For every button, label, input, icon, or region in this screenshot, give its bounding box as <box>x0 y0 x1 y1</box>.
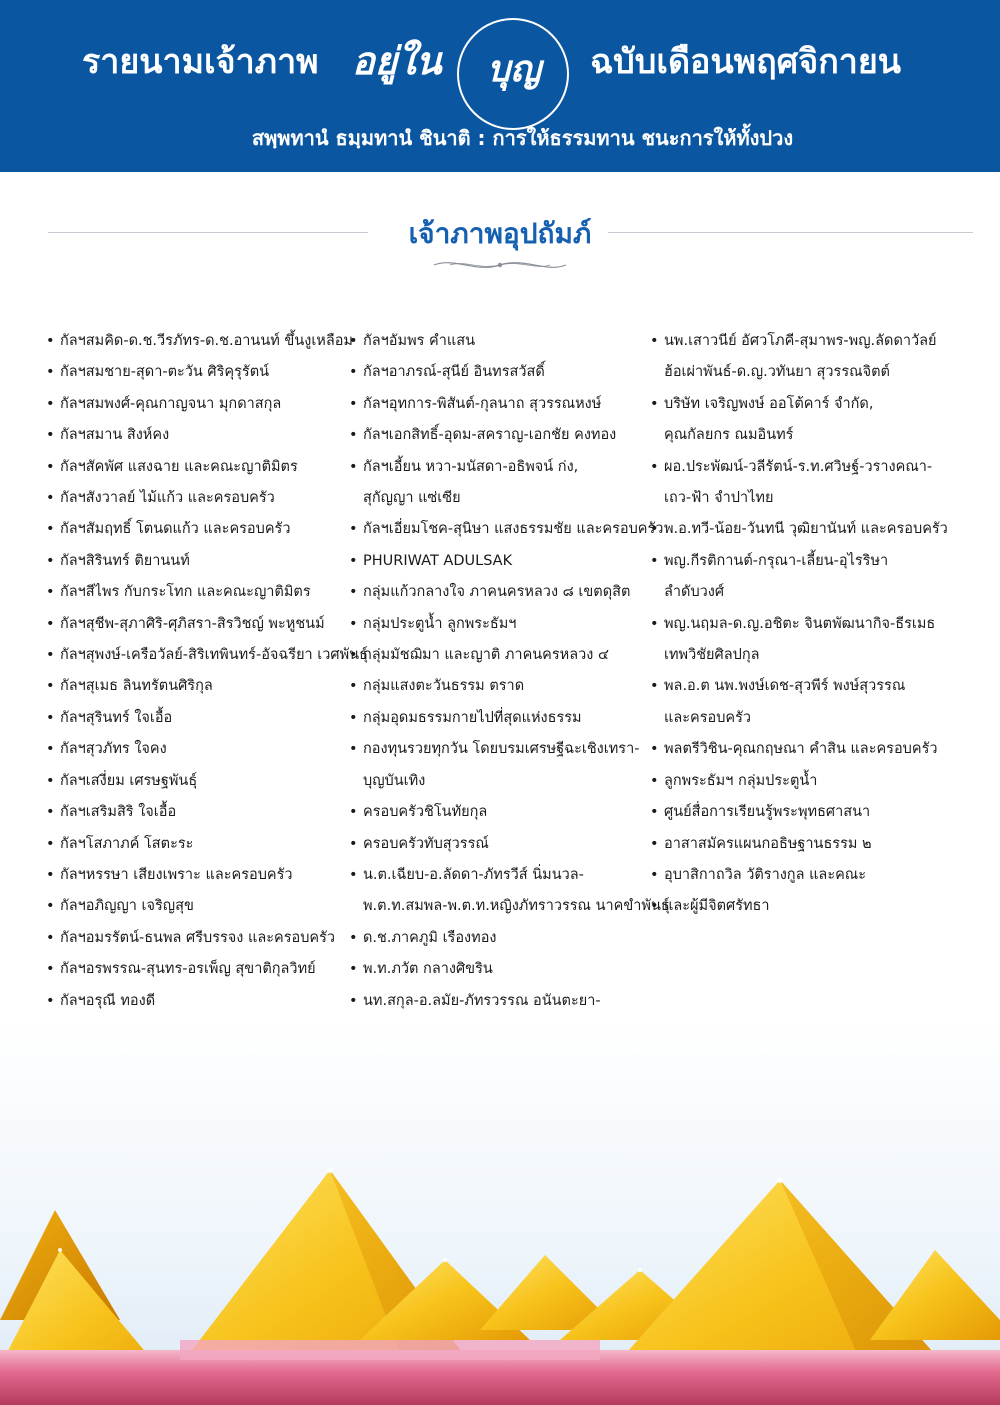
sponsor-entry <box>347 514 664 545</box>
sponsor-entry-line: • น.ต.เฉียบ-อ.ลัดดา-ภัทรวีส์ นิ่มนวล- <box>363 866 584 883</box>
sponsor-entry-line: เทพวิชัยศิลปกุล <box>664 647 760 664</box>
sponsor-entry <box>347 797 647 828</box>
sponsor-entry-line: ฮ้อเผ่าพันธ์-ด.ญ.วทันยา สุวรรณจิตต์ <box>664 364 890 381</box>
sponsor-entry <box>347 357 647 388</box>
sponsor-entry-line: • ครอบครัวชิโนทัยกุล <box>363 804 488 821</box>
sponsor-entry-line: • กัลฯอุทการ-พิสันต์-กุลนาถ สุวรรณหงษ์ <box>363 395 602 412</box>
sponsor-entry <box>44 546 344 577</box>
sponsor-entry-line: • ด.ช.ภาคภูมิ เรืองทอง <box>363 929 497 946</box>
sponsor-entry-line: • กัลฯเสงี่ยม เศรษฐพันธุ์ <box>60 772 198 789</box>
sponsor-entry <box>44 389 344 420</box>
sponsor-entry <box>347 577 647 608</box>
sponsor-entry-line: • พญ.นฤมล-ด.ญ.อชิตะ จินตพัฒนากิจ-ธีรเมธ <box>664 615 936 632</box>
sponsor-entry-line: • กัลฯเอี้ยน หวา-มนัสดา-อธิพจน์ ก่ง, <box>363 458 579 475</box>
sponsor-entry-line: • กัลฯอัมพร คำแสน <box>363 333 475 349</box>
sponsor-entry <box>44 671 344 702</box>
sponsor-entry-line: • บริษัท เจริญพงษ์ ออโต้คาร์ จำกัด, <box>664 395 874 412</box>
sponsor-entry-line: • นพ.เสาวนีย์ อัศวโภคี-สุมาพร-พญ.ลัดดาวัลย์ <box>664 333 937 349</box>
header-title-right: ฉบับเดือนพฤศจิกายน <box>590 42 902 82</box>
sponsor-entry <box>44 357 344 388</box>
header-title-left: รายนามเจ้าภาพ <box>82 42 319 82</box>
sponsor-entry <box>44 326 353 357</box>
sponsor-entry <box>648 829 958 860</box>
sponsor-entry-line: • กัลฯสมพงศ์-คุณกาญจนา มุกดาสกุล <box>60 395 282 412</box>
sponsor-entry-line: • กัลฯสัคพัศ แสงฉาย และคณะญาติมิตร <box>60 458 298 475</box>
sponsor-entry-line: • กัลฯสมคิด-ด.ช.วีรภัทร-ด.ช.อานนท์ ขึ้นงูเหลือม <box>60 333 353 349</box>
sponsor-entry-line: สุกัญญา แซ่เซีย <box>363 490 461 507</box>
sponsor-entry-line: • กัลฯอรุณี ทองดี <box>60 992 156 1009</box>
section-title: เจ้าภาพอุปถัมภ์ <box>408 217 592 250</box>
sponsor-entry-line: • พลตรีวิชิน-คุณกฤษณา คำสิน และครอบครัว <box>664 741 938 758</box>
sponsor-entry-line: • นท.สกุล-อ.ลมัย-ภัทรวรรณ อนันตะยา- <box>363 992 601 1009</box>
sponsor-entry-line: • กัลฯเอี่ยมโชค-สุนิษา แสงธรรมชัย และครอบครัว <box>363 521 664 538</box>
sponsor-entry-line: • กัลฯอรพรรณ-สุนทร-อรเพ็ญ สุขาติกุลวิทย์ <box>60 961 316 978</box>
sponsor-entry <box>44 829 344 860</box>
sponsor-entry-line: • กลุ่มแสงตะวันธรรม ตราด <box>363 678 525 695</box>
sponsor-entry-line: • กัลฯสัมฤทธิ์ โตนดแก้ว และครอบครัว <box>60 521 291 538</box>
sponsor-entry <box>44 923 344 954</box>
sponsor-entry-line: • พ.ท.ภวัต กลางศิขริน <box>363 961 493 978</box>
sponsor-entry-line: • กัลฯสมชาย-สุดา-ตะวัน ศิริคุรุรัตน์ <box>60 364 270 381</box>
sponsor-entry <box>347 860 670 923</box>
sponsor-entry <box>648 891 958 922</box>
sponsor-entry <box>648 546 958 609</box>
sponsor-entry <box>648 609 958 672</box>
sponsor-entry-line: • กลุ่มมัชฌิมา และญาติ ภาคนครหลวง ๔ <box>363 647 609 664</box>
sponsor-entry <box>347 829 647 860</box>
sponsor-entry <box>44 797 344 828</box>
sponsor-entry-line: • กัลฯเอกสิทธิ์-อุดม-สคราญ-เอกชัย คงทอง <box>363 427 617 444</box>
sponsor-entry-line: • กัลฯสุรินทร์ ใจเอื้อ <box>60 709 173 726</box>
sponsor-entry-line: • พล.อ.ต นพ.พงษ์เดช-สุวพีร์ พงษ์สุวรรณ <box>664 678 906 695</box>
sponsor-entry <box>44 954 344 985</box>
sponsor-entry <box>44 609 344 640</box>
sponsor-entry <box>347 671 647 702</box>
sponsor-entry <box>648 326 958 389</box>
magazine-logo-left: อยู่ใน <box>352 38 442 83</box>
sponsor-entry-line: พ.ต.ท.สมพล-พ.ต.ท.หญิงภัทราวรรณ นาคขำพันธุ์ <box>363 898 670 915</box>
sponsor-entry-line: คุณกัลยกร ณมอินทร์ <box>664 427 794 444</box>
header-subtitle: สพฺพทานํ ธมฺมทานํ ชินาติ : การให้ธรรมทาน ชนะการให้ทั้งปวง <box>251 126 794 150</box>
sponsor-entry-line: • พญ.กีรติกานต์-กรุณา-เลี้ยน-อุไรริษา <box>664 552 889 569</box>
sponsor-entry-line: • ครอบครัวทับสุวรรณ์ <box>363 835 489 852</box>
sponsor-entry-line: • กัลฯอภิญญา เจริญสุข <box>60 898 194 915</box>
sponsor-column-1 <box>44 326 368 1048</box>
sponsor-entry-line: • กัลฯสิรินทร์ ติยานนท์ <box>60 552 190 569</box>
sponsor-entry-line: • และผู้มีจิตศรัทธา <box>664 898 770 915</box>
sponsor-entry <box>347 326 647 357</box>
sponsor-entry <box>44 891 344 922</box>
sponsor-entry-line: • พ.อ.ทวี-น้อย-วันทนี วุฒิยานันท์ และครอบครัว <box>664 521 948 538</box>
sponsor-entry <box>648 734 958 765</box>
sponsor-entry <box>44 420 344 451</box>
sponsor-entry <box>648 452 958 515</box>
sponsor-entry-line: • กัลฯสุชีพ-สุภาศิริ-ศุภิสรา-สิรวิชญ์ พะหูชนม์ <box>60 615 325 632</box>
sponsor-entry <box>44 577 344 608</box>
sponsor-entry-line: • กัลฯสมาน สิงห์คง <box>60 427 170 444</box>
sponsor-entry <box>347 640 647 671</box>
sponsor-entry <box>44 703 344 734</box>
sponsor-entry <box>648 860 958 891</box>
sponsor-entry-line: • กลุ่มแก้วกลางใจ ภาคนครหลวง ๘ เขตดุสิต <box>363 584 631 601</box>
sponsor-entry-line: • อาสาสมัครแผนกอธิษฐานธรรม ๒ <box>664 835 872 852</box>
sponsor-column-2 <box>347 326 670 1048</box>
sponsor-entry <box>347 420 647 451</box>
sponsor-entry <box>347 389 647 420</box>
sponsor-entry <box>44 734 344 765</box>
sponsor-entry <box>44 483 344 514</box>
pyramid-landscape-image <box>0 1020 1000 1405</box>
sponsor-entry-line: • กัลฯสุวภัทร ใจคง <box>60 741 167 758</box>
sponsor-entry <box>648 671 958 734</box>
sponsor-entry-line: • กัลฯเสริมสิริ ใจเอื้อ <box>60 804 177 821</box>
sponsor-entry-line: • กัลฯหรรษา เสียงเพราะ และครอบครัว <box>60 866 293 883</box>
sponsor-entry <box>347 546 647 577</box>
sponsor-entry <box>44 452 344 483</box>
sponsor-entry-line: • กัลฯสุเมธ ลินทรัตนศิริกุล <box>60 678 213 695</box>
sponsor-entry-line: เถว-ฟ้า จำปาไทย <box>664 490 774 507</box>
sponsor-entry <box>648 389 958 452</box>
sponsor-entry-line: และครอบครัว <box>664 709 752 726</box>
sponsor-entry-line: • กัลฯโสภาภค์ โสตะระ <box>60 835 194 852</box>
sponsor-entry-line: • กลุ่มอุดมธรรมกายไปที่สุดแห่งธรรม <box>363 709 582 726</box>
sponsor-entry <box>347 954 647 985</box>
sponsor-entry-line: • กัลฯสุพงษ์-เครือวัลย์-สิริเทพินทร์-อัจฉรียา เวศพันธุ์ <box>60 647 368 664</box>
sponsor-entry <box>347 734 647 797</box>
sponsor-entry <box>648 797 958 828</box>
sponsor-column-3 <box>648 326 958 923</box>
sponsor-entry-line: • กัลฯสีไพร กับกระโทก และคณะญาติมิตร <box>60 584 311 601</box>
sponsor-entry <box>44 640 368 671</box>
sponsor-entry-line: บุญบันเทิง <box>363 772 426 789</box>
sponsor-entry <box>347 452 647 515</box>
sponsor-entry-line: • กองทุนรวยทุกวัน โดยบรมเศรษฐีฉะเชิงเทรา- <box>363 741 640 758</box>
sponsor-entry-line: • กลุ่มประตูน้ำ ลูกพระธัมฯ <box>363 615 517 632</box>
sponsor-entry-line: • ศูนย์สื่อการเรียนรู้พระพุทธศาสนา <box>664 804 871 821</box>
sponsor-entry <box>347 609 647 640</box>
ornament-icon <box>430 256 570 274</box>
sponsor-entry-line: • ลูกพระธัมฯ กลุ่มประตูน้ำ <box>664 772 818 789</box>
sponsor-entry-line: • PHURIWAT ADULSAK <box>363 552 513 569</box>
sponsor-entry <box>44 766 344 797</box>
sponsor-entry <box>347 703 647 734</box>
sponsor-entry-line: • กัลฯอาภรณ์-สุนีย์ อินทรสวัสดิ์ <box>363 364 545 381</box>
sponsor-entry-line: • ผอ.ประพัฒน์-วลีรัตน์-ร.ท.ศวิษฐ์-วรางคณา- <box>664 458 933 475</box>
sponsor-entry-line: • อุบาสิกาถวิล วัติรางกูล และคณะ <box>664 866 867 883</box>
sponsor-entry <box>648 766 958 797</box>
magazine-logo-right: บุญ <box>487 48 541 90</box>
sponsor-entry <box>347 923 647 954</box>
sponsor-entry-line: • กัลฯอมรรัตน์-ธนพล ศรีบรรจง และครอบครัว <box>60 929 336 946</box>
sponsor-entry <box>44 986 344 1017</box>
header-banner <box>0 0 1000 172</box>
sponsor-entry <box>44 514 344 545</box>
sponsor-entry-line: • กัลฯสังวาลย์ ไม้แก้ว และครอบครัว <box>60 490 275 507</box>
sponsor-entry-line: ลำดับวงศ์ <box>664 584 725 601</box>
sponsor-entry <box>44 860 344 891</box>
sponsor-entry <box>648 514 958 545</box>
